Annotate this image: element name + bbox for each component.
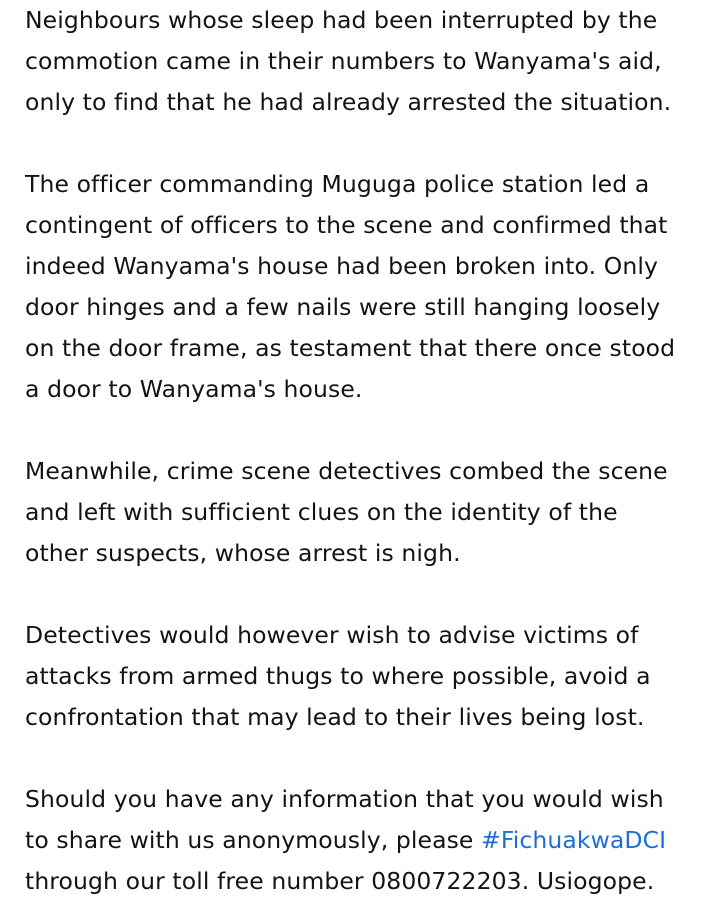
hashtag-link[interactable]: #FichuakwaDCI: [481, 826, 667, 854]
paragraph-advice: Detectives would however wish to advise victims of attacks from armed thugs to where possible, avoid a confrontation that may lead to their lives being lost.: [25, 621, 651, 731]
paragraph-neighbours: Neighbours whose sleep had been interrupted by the commotion came in their numbers to Wanyama's aid, only to find that he had already arrested the situation.: [25, 6, 672, 116]
closing-text-before: Should you have any information that you would wish to share with us anonymously, please: [25, 785, 664, 854]
paragraph-officer-commanding: The officer commanding Muguga police station led a contingent of officers to the scene and confirmed that indeed Wanyama's house had been broken into. Only door hinges and a few nails were still hanging loosely on the door frame, as testament that there once stood a door to Wanyama's house.: [25, 170, 676, 403]
paragraph-detectives-clues: Meanwhile, crime scene detectives combed the scene and left with sufficient clues on the identity of the other suspects, whose arrest is nigh.: [25, 457, 668, 567]
closing-text-after: through our toll free number 0800722203. Usiogope.: [25, 867, 655, 895]
paragraph-closing: [25, 779, 715, 902]
post-body: [25, 0, 715, 902]
